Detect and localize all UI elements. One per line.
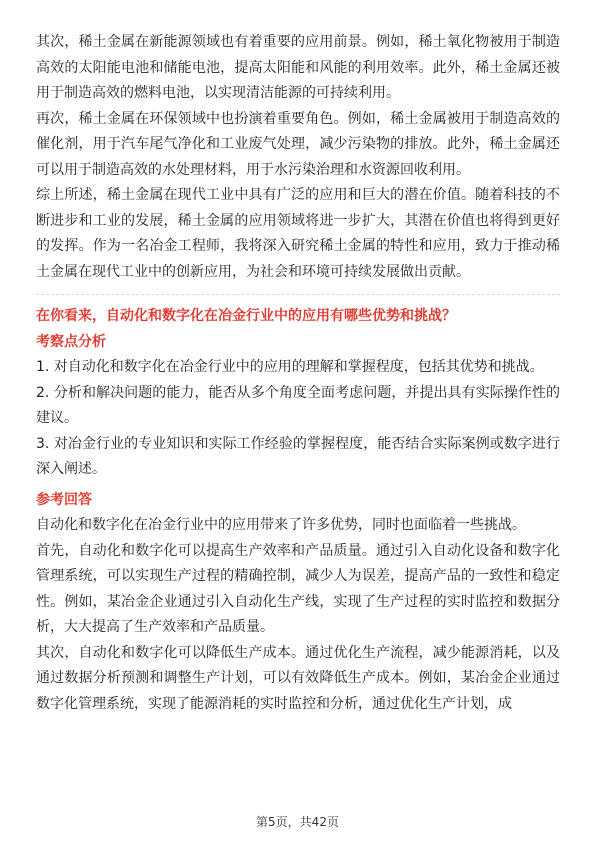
section-divider — [36, 294, 560, 295]
intro-paragraph: 综上所述，稀土金属在现代工业中具有广泛的应用和巨大的潜在价值。随着科技的不断进步和工业的发展，稀土金属的应用领域将进一步扩大，其潜在价值也将得到更好的发挥。作为一名冶金工程师，我将深入研究稀土金属的特性和应用，致力于推动稀土金属在现代工业中的创新应用，为社会和环境可持续发展做出贡献。 — [36, 187, 560, 280]
page-content — [36, 30, 560, 717]
interview-question: 在你看来，自动化和数字化在冶金行业中的应用有哪些优势和挑战？ — [36, 308, 456, 324]
analysis-item: 2. 分析和解决问题的能力，能否从多个角度全面考虑问题，并提出具有实际操作性的建议。 — [36, 384, 560, 426]
intro-paragraph: 其次，稀土金属在新能源领域也有着重要的应用前景。例如，稀土氧化物被用于制造高效的太阳能电池和储能电池，提高太阳能和风能的利用效率。此外，稀土金属还被用于制造高效的燃料电池，以实现清洁能源的可持续利用。 — [36, 34, 560, 101]
answer-paragraph: 自动化和数字化在冶金行业中的应用带来了许多优势，同时也面临着一些挑战。 — [36, 517, 526, 533]
answer-paragraph: 首先，自动化和数字化可以提高生产效率和产品质量。通过引入自动化设备和数字化管理系统，可以实现生产过程的精确控制，减少人为误差，提高产品的一致性和稳定性。例如，某冶金企业通过引入自动化生产线，实现了生产过程的实时监控和数据分析，大大提高了生产效率和产品质量。 — [36, 542, 560, 635]
page-number: 第5页，共42页 — [256, 815, 339, 829]
intro-paragraph: 再次，稀土金属在环保领域中也扮演着重要角色。例如，稀土金属被用于制造高效的催化剂，用于汽车尾气净化和工业废气处理，减少污染物的排放。此外，稀土金属还可以用于制造高效的水处理材料，用于水污染治理和水资源回收利用。 — [36, 110, 560, 178]
answer-paragraph: 其次，自动化和数字化可以降低生产成本。通过优化生产流程，减少能源消耗，以及通过数据分析预测和调整生产计划，可以有效降低生产成本。例如，某冶金企业通过数字化管理系统，实现了能源消耗的实时监控和分析，通过优化生产计划，成 — [36, 644, 560, 712]
answer-heading: 参考回答 — [36, 491, 92, 508]
analysis-item: 3. 对冶金行业的专业知识和实际工作经验的掌握程度，能否结合实际案例或数字进行深入阐述。 — [36, 435, 560, 477]
analysis-item: 1. 对自动化和数字化在冶金行业中的应用的理解和掌握程度，包括其优势和挑战。 — [36, 359, 544, 375]
analysis-heading: 考察点分析 — [36, 333, 106, 350]
